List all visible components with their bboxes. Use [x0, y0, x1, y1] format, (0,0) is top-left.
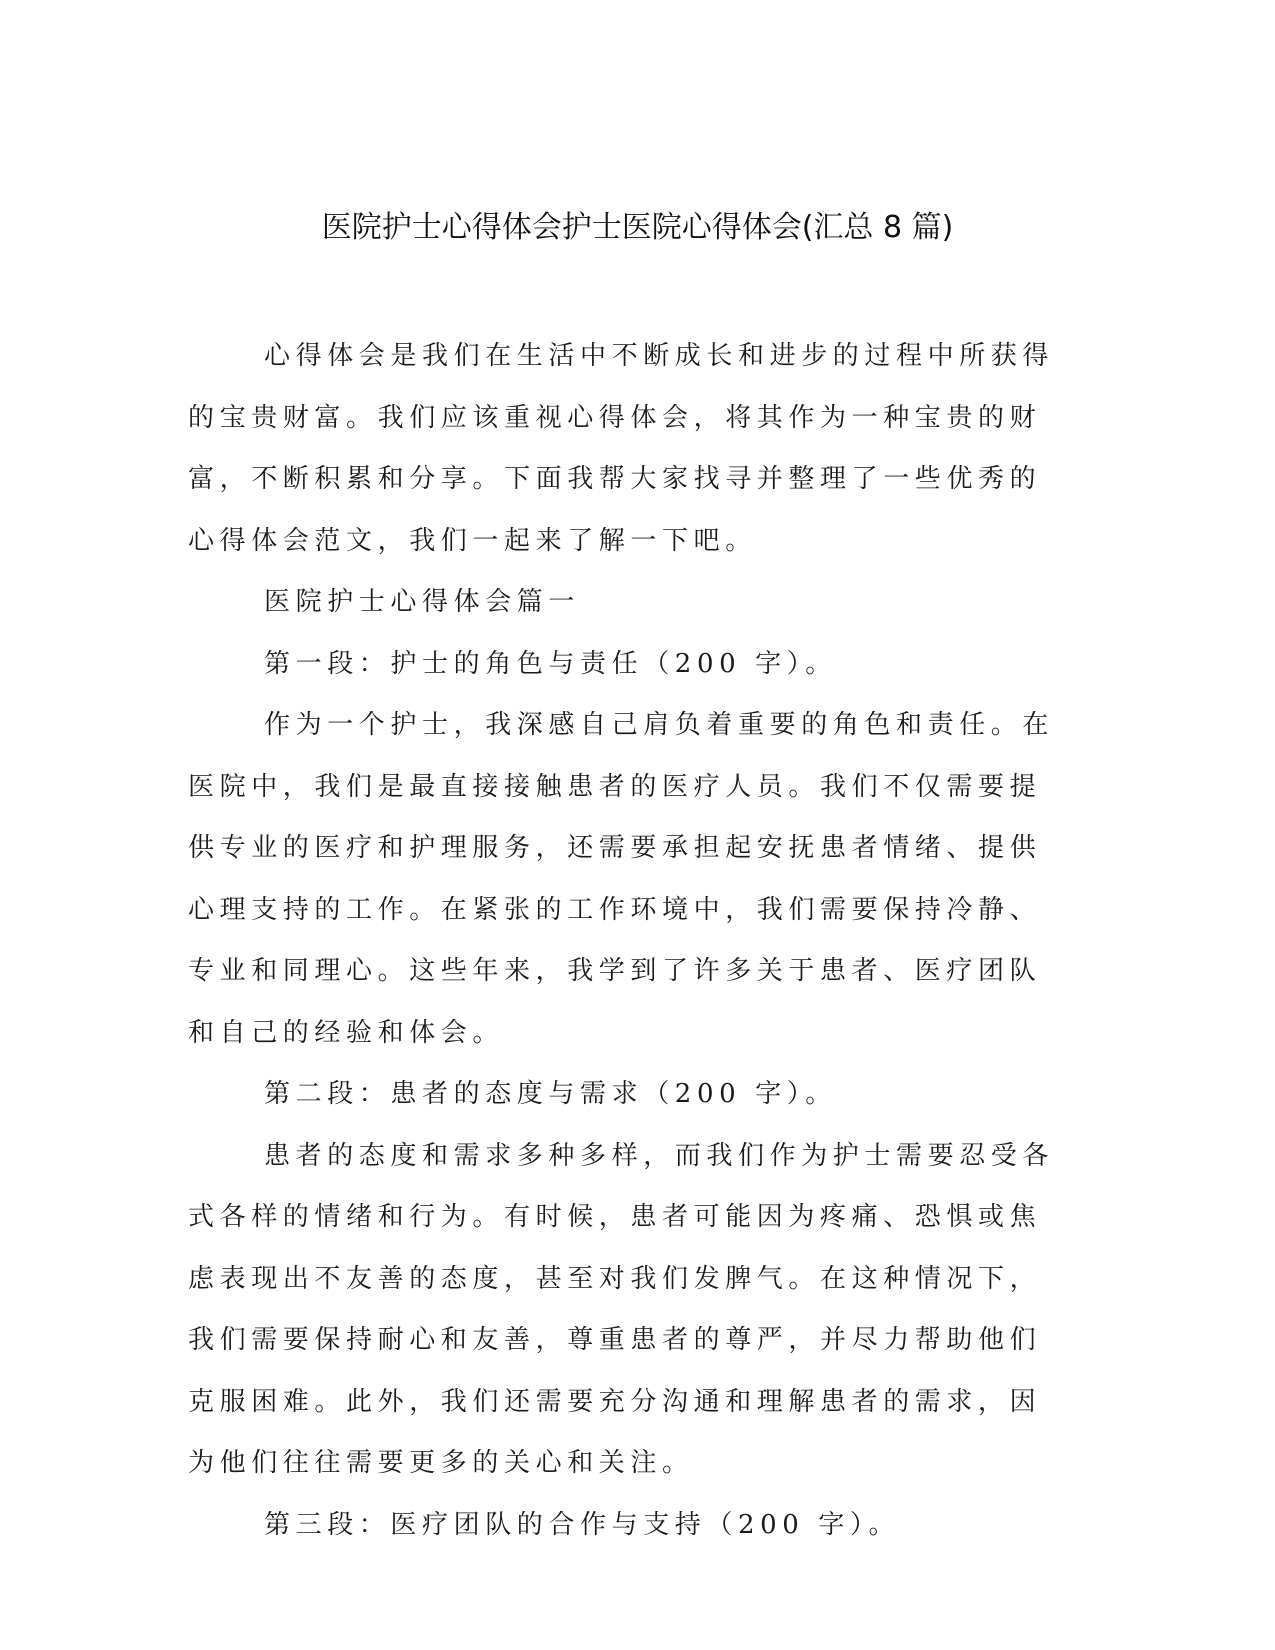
intro-paragraph: 心得体会是我们在生活中不断成长和进步的过程中所获得的宝贵财富。我们应该重视心得体会，将其作为一种宝贵的财富，不断积累和分享。下面我帮大家找寻并整理了一些优秀的心得体会范文，我们一起来了解一下吧。: [188, 341, 1055, 556]
section-subheading-1: 第一段：护士的角色与责任（200 字）。: [264, 648, 837, 679]
section-heading-part-one: 医院护士心得体会篇一: [264, 587, 581, 617]
body-paragraph-2: 患者的态度和需求多种多样，而我们作为护士需要忍受各式各样的情绪和行为。有时候，患者可能因为疼痛、恐惧或焦虑表现出不友善的态度，甚至对我们发脾气。在这种情况下，我们需要保持耐心和友善，尊重患者的尊严，并尽力帮助他们克服困难。此外，我们还需要充分沟通和理解患者的需求，因为他们往往需要更多的关心和关注。: [188, 1140, 1055, 1478]
section-subheading-3: 第三段：医疗团队的合作与支持（200 字）。: [264, 1509, 901, 1540]
section-subheading-2: 第二段：患者的态度与需求（200 字）。: [264, 1079, 837, 1109]
document-title: 医院护士心得体会护士医院心得体会(汇总 8 篇): [321, 210, 954, 245]
document-body: [188, 326, 1068, 1556]
body-paragraph-1: 作为一个护士，我深感自己肩负着重要的角色和责任。在医院中，我们是最直接接触患者的医疗人员。我们不仅需要提供专业的医疗和护理服务，还需要承担起安抚患者情绪、提供心理支持的工作。在紧张的工作环境中，我们需要保持冷静、专业和同理心。这些年来，我学到了许多关于患者、医疗团队和自己的经验和体会。: [188, 710, 1055, 1048]
